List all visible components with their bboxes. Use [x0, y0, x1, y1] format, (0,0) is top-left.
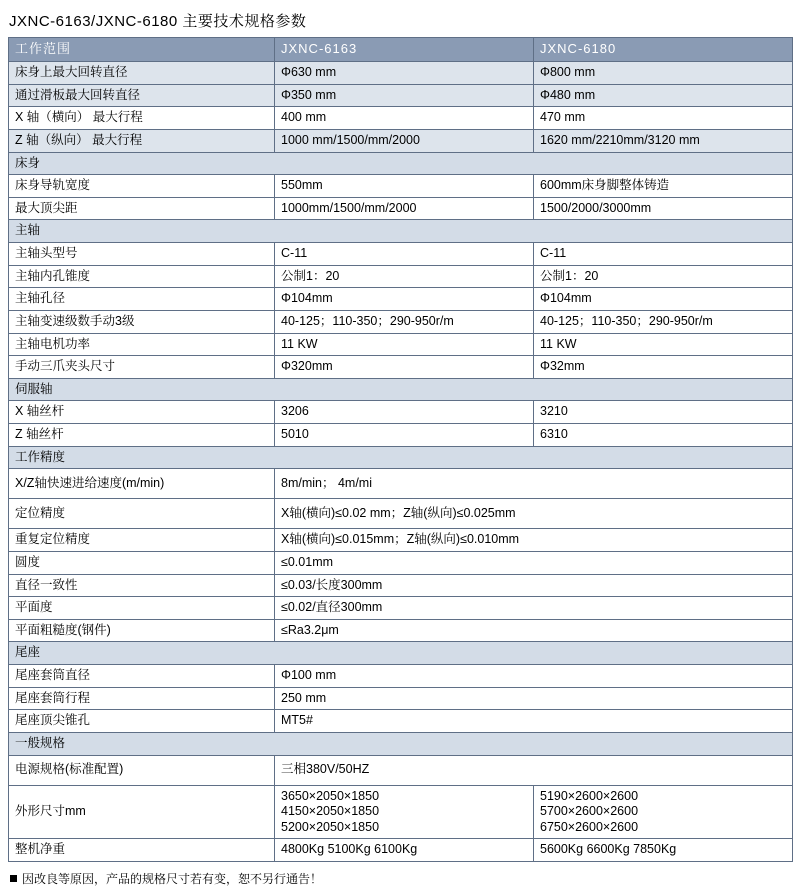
row-label: 主轴变速级数手动3级	[9, 310, 275, 333]
row-label: X 轴（横向） 最大行程	[9, 107, 275, 130]
page-title: JXNC-6163/JXNC-6180 主要技术规格参数	[9, 13, 307, 30]
row-value-shared: X轴(横向)≤0.015mm；Z轴(纵向)≤0.010mm	[275, 529, 793, 552]
table-header-row	[9, 38, 793, 62]
row-value-model-1: Φ320mm	[275, 356, 534, 379]
table-row	[9, 687, 793, 710]
table-row	[9, 333, 793, 356]
table-body	[9, 62, 793, 862]
row-value-shared: ≤0.03/长度300mm	[275, 574, 793, 597]
table-section-row	[9, 446, 793, 469]
table-section-row	[9, 152, 793, 175]
table-row	[9, 619, 793, 642]
table-row	[9, 129, 793, 152]
row-label: 床身导轨宽度	[9, 175, 275, 198]
row-value-model-1: Φ104mm	[275, 288, 534, 311]
table-row	[9, 243, 793, 266]
row-value-shared: 8m/min； 4m/mi	[275, 469, 793, 499]
row-value-model-2: Φ104mm	[534, 288, 793, 311]
row-value-model-1: Φ350 mm	[275, 84, 534, 107]
row-value-model-2: 5190×2600×2600 5700×2600×2600 6750×2600×2600	[534, 785, 793, 839]
row-label: 主轴头型号	[9, 243, 275, 266]
row-label: 主轴孔径	[9, 288, 275, 311]
table-row	[9, 469, 793, 499]
row-value-shared: X轴(横向)≤0.02 mm；Z轴(纵向)≤0.025mm	[275, 499, 793, 529]
table-header-model-2: JXNC-6180	[534, 38, 793, 62]
row-label: 尾座顶尖锥孔	[9, 710, 275, 733]
row-label: 主轴内孔锥度	[9, 265, 275, 288]
row-value-shared: 250 mm	[275, 687, 793, 710]
table-row	[9, 839, 793, 862]
row-value-shared: ≤0.02/直径300mm	[275, 597, 793, 620]
table-row	[9, 356, 793, 379]
row-value-model-2: Φ800 mm	[534, 62, 793, 85]
bullet-square-icon	[10, 875, 17, 882]
table-row	[9, 310, 793, 333]
row-label: 重复定位精度	[9, 529, 275, 552]
row-label: Z 轴（纵向） 最大行程	[9, 129, 275, 152]
table-row	[9, 424, 793, 447]
row-value-model-1: 1000mm/1500/mm/2000	[275, 197, 534, 220]
table-section-row	[9, 378, 793, 401]
table-section-row	[9, 220, 793, 243]
row-value-model-1: 3206	[275, 401, 534, 424]
table-row	[9, 107, 793, 130]
specifications-table	[8, 37, 793, 862]
table-row	[9, 710, 793, 733]
row-label: X 轴丝杆	[9, 401, 275, 424]
row-value-shared: MT5#	[275, 710, 793, 733]
row-label: 定位精度	[9, 499, 275, 529]
row-value-shared: ≤Ra3.2μm	[275, 619, 793, 642]
section-label: 主轴	[9, 220, 793, 243]
row-label: 手动三爪夹头尺寸	[9, 356, 275, 379]
row-value-model-1: 4800Kg 5100Kg 6100Kg	[275, 839, 534, 862]
row-value-model-1: 公制1：20	[275, 265, 534, 288]
row-label: 直径一致性	[9, 574, 275, 597]
table-row	[9, 197, 793, 220]
footnote	[8, 870, 792, 887]
row-value-shared: Φ100 mm	[275, 665, 793, 688]
row-value-shared: ≤0.01mm	[275, 551, 793, 574]
row-label: X/Z轴快速进给速度(m/min)	[9, 469, 275, 499]
row-value-model-2: 1620 mm/2210mm/3120 mm	[534, 129, 793, 152]
table-header-scope: 工作范围	[9, 38, 275, 62]
row-value-model-1: 40-125；110-350；290-950r/m	[275, 310, 534, 333]
row-value-model-1: 1000 mm/1500/mm/2000	[275, 129, 534, 152]
row-value-model-2: 公制1：20	[534, 265, 793, 288]
row-value-model-2: 600mm床身脚整体铸造	[534, 175, 793, 198]
section-label: 一般规格	[9, 732, 793, 755]
table-row	[9, 665, 793, 688]
table-row	[9, 551, 793, 574]
row-label: 主轴电机功率	[9, 333, 275, 356]
row-label: 圆度	[9, 551, 275, 574]
row-label: 通过滑板最大回转直径	[9, 84, 275, 107]
row-value-model-2: 6310	[534, 424, 793, 447]
row-value-model-2: 1500/2000/3000mm	[534, 197, 793, 220]
table-row	[9, 755, 793, 785]
table-row	[9, 175, 793, 198]
footnote-text: 因改良等原因，产品的规格尺寸若有变，恕不另行通告！	[22, 872, 323, 886]
row-value-model-2: Φ32mm	[534, 356, 793, 379]
row-label: Z 轴丝杆	[9, 424, 275, 447]
row-value-model-1: Φ630 mm	[275, 62, 534, 85]
row-value-model-1: 5010	[275, 424, 534, 447]
table-row	[9, 499, 793, 529]
row-value-shared: 三相380V/50HZ	[275, 755, 793, 785]
table-row	[9, 529, 793, 552]
table-row	[9, 574, 793, 597]
row-label: 平面度	[9, 597, 275, 620]
table-section-row	[9, 732, 793, 755]
table-row	[9, 288, 793, 311]
row-value-model-1: 550mm	[275, 175, 534, 198]
row-value-model-1: C-11	[275, 243, 534, 266]
table-row	[9, 265, 793, 288]
row-label: 最大顶尖距	[9, 197, 275, 220]
row-label: 床身上最大回转直径	[9, 62, 275, 85]
row-value-model-1: 400 mm	[275, 107, 534, 130]
table-row	[9, 62, 793, 85]
table-row	[9, 401, 793, 424]
row-label: 尾座套筒直径	[9, 665, 275, 688]
table-row	[9, 785, 793, 839]
table-section-row	[9, 642, 793, 665]
table-row	[9, 84, 793, 107]
row-value-model-2: 40-125；110-350；290-950r/m	[534, 310, 793, 333]
row-value-model-2: Φ480 mm	[534, 84, 793, 107]
row-value-model-1: 11 KW	[275, 333, 534, 356]
section-label: 工作精度	[9, 446, 793, 469]
section-label: 尾座	[9, 642, 793, 665]
row-value-model-2: C-11	[534, 243, 793, 266]
section-label: 伺服轴	[9, 378, 793, 401]
row-label: 整机净重	[9, 839, 275, 862]
row-value-model-2: 5600Kg 6600Kg 7850Kg	[534, 839, 793, 862]
section-label: 床身	[9, 152, 793, 175]
row-label: 电源规格(标准配置)	[9, 755, 275, 785]
row-label: 平面粗糙度(钢件)	[9, 619, 275, 642]
row-label: 外形尺寸mm	[9, 785, 275, 839]
row-value-model-2: 470 mm	[534, 107, 793, 130]
table-header-model-1: JXNC-6163	[275, 38, 534, 62]
row-label: 尾座套筒行程	[9, 687, 275, 710]
row-value-model-2: 11 KW	[534, 333, 793, 356]
row-value-model-2: 3210	[534, 401, 793, 424]
table-row	[9, 597, 793, 620]
row-value-model-1: 3650×2050×1850 4150×2050×1850 5200×2050×1850	[275, 785, 534, 839]
